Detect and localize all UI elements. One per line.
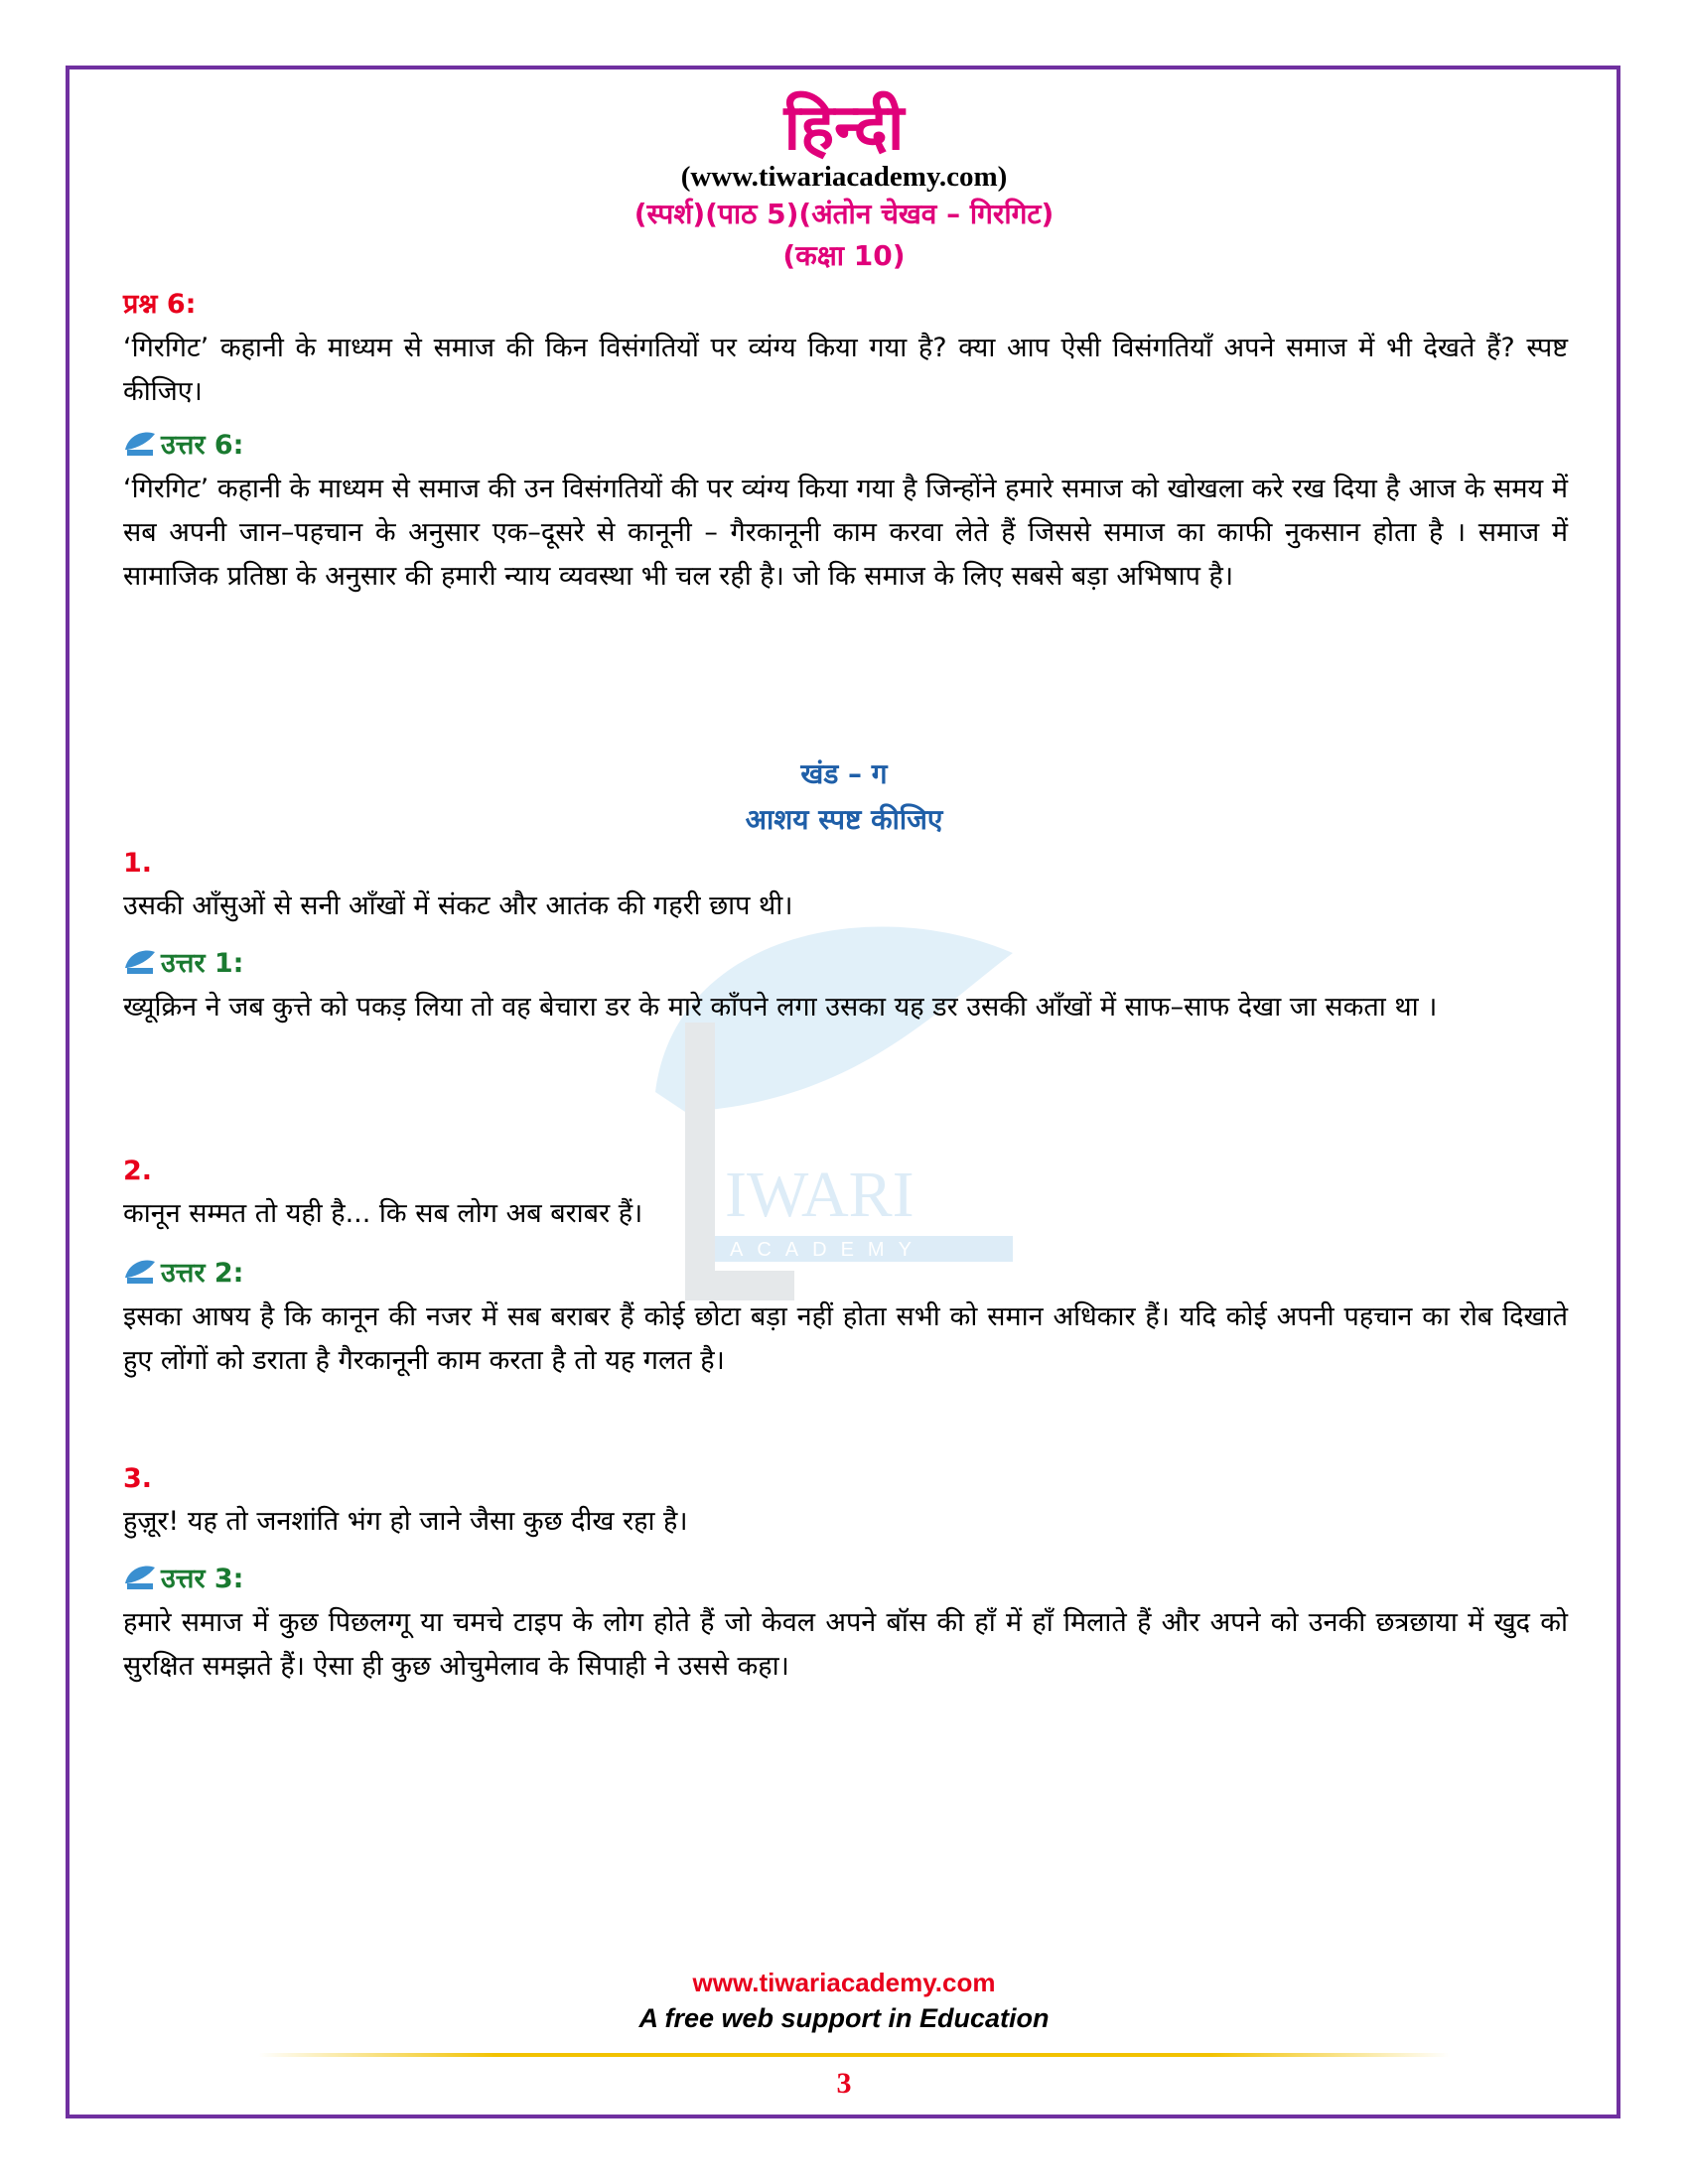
answer-2-block (123, 1253, 1568, 1383)
item-2-text: कानून सम्मत तो यही है... कि सब लोग अब बराबर हैं। (123, 1198, 643, 1229)
tiwari-logo-icon (123, 948, 157, 976)
tiwari-logo-icon (123, 1258, 157, 1286)
answer-1-text: ख्यूक्रिन ने जब कुत्ते को पकड़ लिया तो वह बेचारा डर के मारे काँपने लगा उसका यह डर उसकी आँखों में साफ–साफ देखा जा सकता था । (123, 992, 1438, 1023)
answer-1-label: उत्तर 1: (161, 948, 244, 979)
answer-3-heading (123, 1559, 1568, 1595)
item-1-block (123, 848, 1568, 928)
footer-divider (258, 2053, 1450, 2057)
answer-6-text: ‘गिरगिट’ कहानी के माध्यम से समाज की उन विसंगतियों की पर व्यंग्य किया गया है जिन्होंने हमारे समाज को खोखला करे रख दिया है आज के समय में सब अपनी जान–पहचान के अनुसार एक–दूसरे से कानूनी – गैरकानूनी काम करवा लेते हैं जिससे समाज का काफी नुकसान होता है । समाज में सामाजिक प्रतिष्ठा के अनुसार की हमारी न्याय व्यवस्था भी चल रही है। जो कि समाज के लिए सबसे बड़ा अभिषाप है। (123, 474, 1568, 592)
item-3-text: हुज़ूर! यह तो जनशांति भंग हो जाने जैसा कुछ दीख रहा है। (123, 1506, 688, 1537)
answer-2-label: उत्तर 2: (161, 1258, 244, 1289)
answer-6-heading (123, 425, 1568, 462)
item-1-text: उसकी आँसुओं से सनी आँखों में संकट और आतंक की गहरी छाप थी। (123, 890, 793, 921)
answer-3-text: हमारे समाज में कुछ पिछलग्गू या चमचे टाइप के लोग होते हैं जो केवल अपने बॉस की हाँ में हाँ मिलाते हैं और अपने को उनकी छत्रछाया में खुद को सुरक्षित समझते हैं। ऐसा ही कुछ ओचुमेलाव के सिपाही ने उससे कहा। (123, 1607, 1568, 1682)
watermark-subword: ACADEMY (730, 1239, 925, 1261)
item-1-number: 1. (123, 848, 153, 879)
question-6-block (123, 284, 1568, 414)
answer-2-heading (123, 1253, 1568, 1290)
question-6-text: ‘गिरगिट’ कहानी के माध्यम से समाज की किन विसंगतियों पर व्यंग्य किया गया है? क्या आप ऐसी विसंगतियाँ अपने समाज में भी देखते हैं? स्पष्ट कीजिए। (123, 333, 1568, 407)
answer-6-label: उत्तर 6: (161, 430, 244, 461)
website-link[interactable]: (www.tiwariacademy.com) (680, 161, 1008, 193)
item-2-block (123, 1156, 1568, 1236)
answer-1-block (123, 943, 1568, 1029)
question-6-label: प्रश्न 6: (123, 289, 197, 320)
item-3-number: 3. (123, 1463, 153, 1494)
footer-url[interactable]: www.tiwariacademy.com (692, 1968, 996, 1997)
item-3-block (123, 1463, 1568, 1544)
section-heading: खंड – ग (800, 757, 888, 790)
footer-tagline: A free web support in Education (638, 2003, 1050, 2033)
answer-3-block (123, 1559, 1568, 1689)
chapter-line: (स्पर्श)(पाठ 5)(अंतोन चेखव – गिरगिट) (633, 198, 1055, 230)
watermark-word: IWARI (725, 1159, 914, 1231)
page-number: 3 (836, 2067, 852, 2100)
tiwari-logo-icon (123, 1564, 157, 1591)
tiwari-logo-icon (123, 430, 157, 458)
section-subheading: आशय स्पष्ट कीजिए (745, 803, 943, 836)
answer-2-text: इसका आषय है कि कानून की नजर में सब बराबर हैं कोई छोटा बड़ा नहीं होता सभी को समान अधिकार हैं। यदि कोई अपनी पहचान का रोब दिखाते हुए लोंगों को डराता है गैरकानूनी काम करता है तो यह गलत है। (123, 1301, 1568, 1376)
answer-1-heading (123, 943, 1568, 980)
page-title: हिन्दी (783, 90, 905, 165)
item-2-number: 2. (123, 1156, 153, 1186)
answer-3-label: उत्तर 3: (161, 1564, 244, 1594)
class-line: (कक्षा 10) (782, 239, 906, 272)
answer-6-block (123, 425, 1568, 599)
